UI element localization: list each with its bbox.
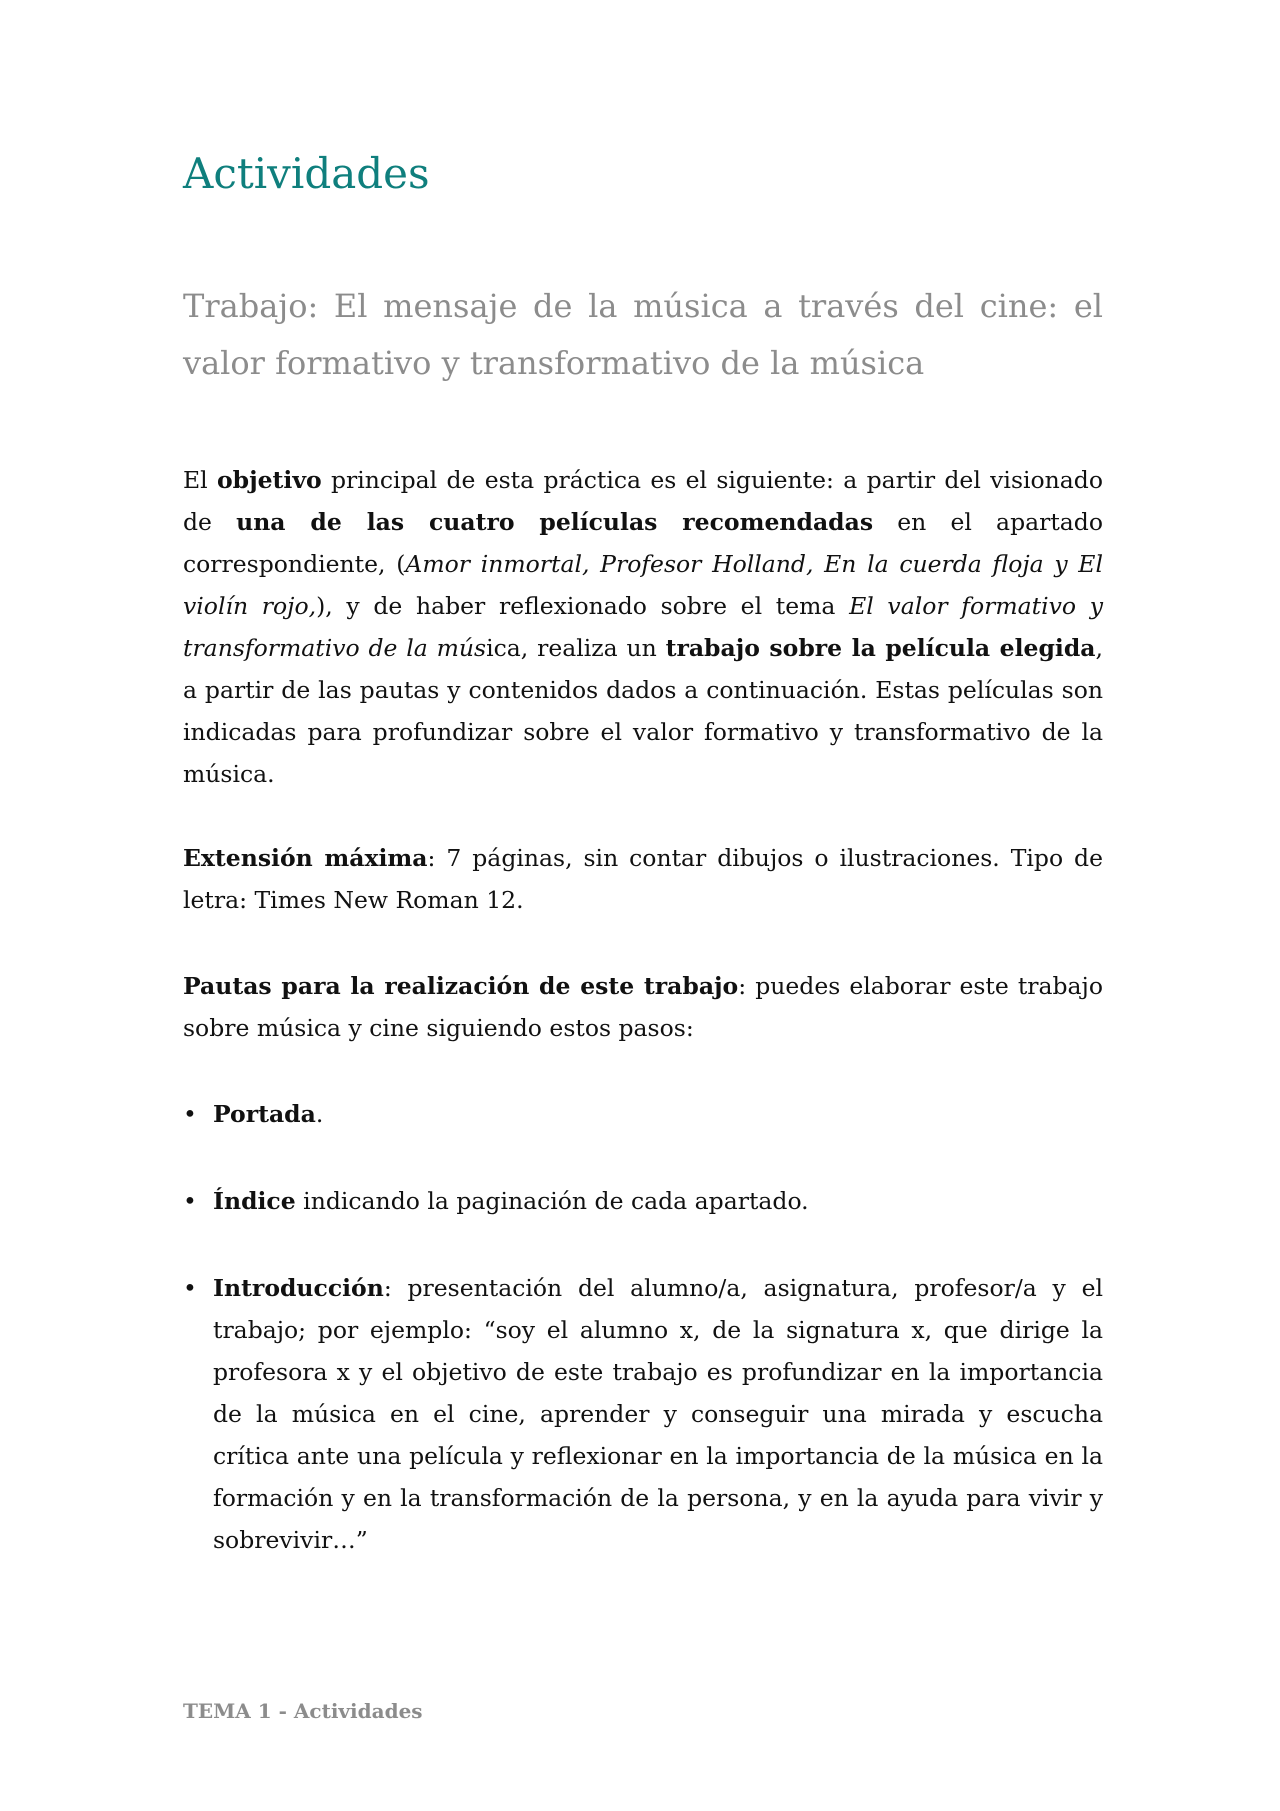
text-run: ica, realiza un [486, 634, 666, 662]
bold-run: trabajo sobre la película elegida [665, 634, 1096, 662]
list-item-text [213, 1180, 1103, 1222]
page-title: Actividades [183, 149, 430, 198]
bullet-icon: • [183, 1274, 197, 1302]
text-run: , a partir de las pautas y contenidos dados a continuación. Estas películas son indicadas para profundizar sobre el valor formativo y transformativo de la música. [183, 634, 1103, 788]
page-footer: TEMA 1 - Actividades [183, 1699, 423, 1723]
objective-paragraph [183, 459, 1103, 795]
bold-run: Extensión máxima [183, 844, 428, 872]
guidelines-paragraph [183, 965, 1103, 1049]
text-run: : presentación del alumno/a, asignatura, profesor/a y el trabajo; por ejemplo: “soy el alumno x, de la signatura x, que dirige la profesora x y el objetivo de este trabajo es profundizar en la importancia de la música en el cine, aprender y conseguir una mirada y escucha crítica ante una película y reflexionar en la importancia de la música en la formación y en la transformación de la persona, y en la ayuda para vivir y sobrevivir…” [213, 1274, 1103, 1554]
list-item-text [213, 1267, 1103, 1561]
text-run: . [315, 1100, 324, 1128]
bold-run: Pautas para la realización de este trabajo [183, 972, 739, 1000]
bullet-icon: • [183, 1187, 197, 1215]
bold-run: Portada [213, 1100, 316, 1128]
text-run: : 7 páginas, sin contar dibujos o ilustraciones. Tipo de letra: Times New Roman 12. [183, 844, 1103, 914]
italic-run: Amor inmortal, Profesor Holland, En la cuerda floja y El violín rojo, [183, 550, 1103, 620]
italic-run: El valor formativo y transformativo de la mús [183, 592, 1103, 662]
bold-run: Índice [213, 1187, 296, 1215]
bullet-icon: • [183, 1100, 197, 1128]
extension-paragraph [183, 837, 1103, 921]
bold-run: una de las cuatro películas recomendadas [236, 508, 874, 536]
bold-run: objetivo [216, 466, 322, 494]
text-run: El [183, 466, 217, 494]
bold-run: Introducción [213, 1274, 384, 1302]
text-run: en el apartado correspondiente, ( [183, 508, 1104, 578]
text-run: indicando la paginación de cada apartado. [295, 1187, 809, 1215]
text-run: ), y de haber reflexionado sobre el tema [316, 592, 850, 620]
section-subtitle: Trabajo: El mensaje de la música a través del cine: el valor formativo y transformativo de la música [183, 287, 1103, 382]
text-run: principal de esta práctica es el siguiente: a partir del visionado de [183, 466, 1103, 536]
list-item-text [213, 1093, 1103, 1135]
text-run: : puedes elaborar este trabajo sobre música y cine siguiendo estos pasos: [183, 972, 1103, 1042]
